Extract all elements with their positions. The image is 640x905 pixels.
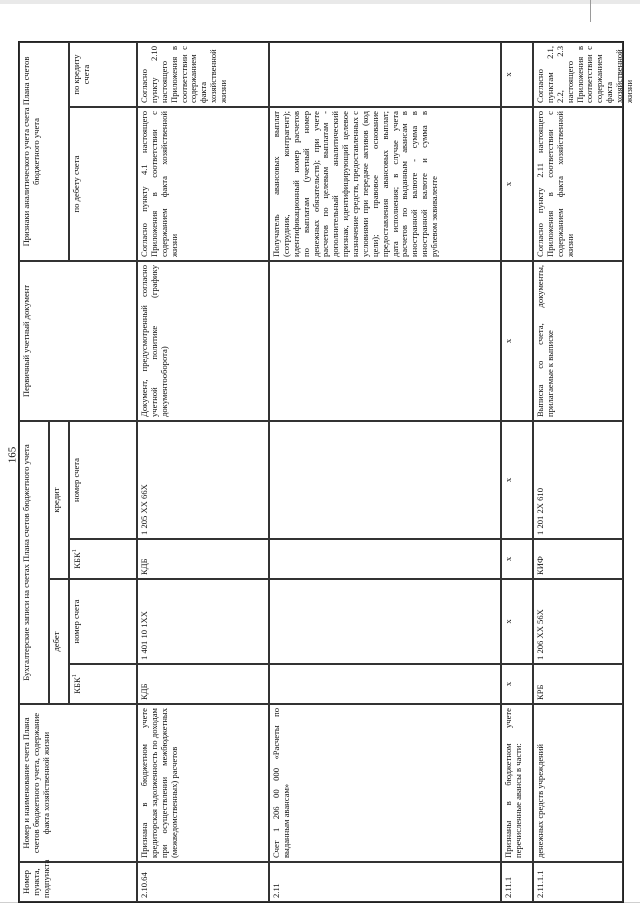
scan-edge [0, 0, 640, 4]
scan-mark [590, 0, 591, 22]
row-analytic-debit: Согласно пункту 4.1 настоящего Приложения в соответствии с содержанием факта хозяйственной жизни [137, 107, 269, 261]
row-num: 2.11.1.1 [533, 862, 623, 902]
row-credit-acc: 1 201 2X 610 [533, 421, 623, 539]
header-credit-acc: номер счета [69, 421, 137, 539]
row-debit-acc: 1 206 XX 56X [533, 579, 623, 664]
row-analytic-credit [269, 42, 501, 107]
page-number: 165 [6, 446, 19, 464]
row-analytic-debit: Согласно пункту 2.11 настоящего Приложения в соответствии с содержанием факта хозяйственной жизни [533, 107, 623, 261]
row-document: Документ, предусмотренный согласно учетной политике (графику документооборота) [137, 261, 269, 421]
rotated-page [18, 43, 634, 903]
page-content [18, 43, 634, 903]
row-text: Счет 1 206 00 000 «Расчеты по выданным авансам» [269, 704, 501, 862]
row-num: 2.10.64 [137, 862, 269, 902]
header-debit: дебет [49, 579, 69, 704]
row-document: Выписка со счета, документы, прилагаемые к выписке [533, 261, 623, 421]
row-analytic-debit: x [501, 107, 533, 261]
row-analytic-credit: x [501, 42, 533, 107]
row-debit-kbk: КРБ [533, 664, 623, 704]
row-credit-acc: 1 205 XX 66X [137, 421, 269, 539]
row-text: Признаны в бюджетном учете перечисленные авансы в части: [501, 704, 533, 862]
row-debit-kbk [269, 664, 501, 704]
row-debit-kbk: x [501, 664, 533, 704]
row-document: x [501, 261, 533, 421]
header-debit-kbk: КБК$^1$ [69, 664, 137, 704]
row-credit-acc [269, 421, 501, 539]
row-document [269, 261, 501, 421]
header-document: Первичный учетный документ [19, 261, 137, 421]
header-num: Номер пункта, подпункта [19, 862, 137, 902]
header-by-credit: по кредиту счета [69, 42, 137, 107]
row-debit-acc: 1 401 10 1XX [137, 579, 269, 664]
row-text: Признана в бюджетном учете кредиторская задолженность по доходам при осуществлении межбюджетных (межведомственных) расчетов [137, 704, 269, 862]
row-debit-acc: x [501, 579, 533, 664]
header-analytic: Признаки аналитического учета счета Плана счетов бюджетного учета [19, 42, 69, 261]
row-debit-kbk: КДБ [137, 664, 269, 704]
header-credit: кредит [49, 421, 69, 579]
row-credit-kbk [269, 539, 501, 579]
row-debit-acc [269, 579, 501, 664]
row-analytic-debit: Получатель авансовых выплат (сотрудник, контрагент); идентификационный номер расчетов по выплатам (учетный номер денежных обязательств); при учете расчетов по целевым выплатам - дополнительный аналитический признак, идентифицирующий целевое назначение средств, предоставленных с условиями при передаче активов (код цели); правовое основание предоставления авансовых выплат; дата исполнения; в случае учета расчетов по выданным авансам в иностранной валюте - сумма в иностранной валюте и сумма в рублевом эквиваленте [269, 107, 501, 261]
header-entries: Бухгалтерские записи на счетах Плана счетов бюджетного учета [19, 421, 49, 704]
header-account: Номер и наименование счета Плана счетов бюджетного учета, содержание факта хозяйственной жизни [19, 704, 137, 862]
row-credit-acc: x [501, 421, 533, 539]
row-analytic-credit: Согласно пункту 2.10 настоящего Приложения в соответствии с содержанием факта хозяйственной жизни [137, 42, 269, 107]
row-credit-kbk: x [501, 539, 533, 579]
row-credit-kbk: КИФ [533, 539, 623, 579]
row-num: 2.11 [269, 862, 501, 902]
row-credit-kbk: КДБ [137, 539, 269, 579]
row-text: денежных средств учреждений [533, 704, 623, 862]
header-by-debit: по дебету счета [69, 107, 137, 261]
accounting-table [18, 41, 634, 903]
header-debit-acc: номер счета [69, 579, 137, 664]
header-credit-kbk: КБК$^1$ [69, 539, 137, 579]
row-num: 2.11.1 [501, 862, 533, 902]
row-analytic-credit: Согласно пунктам 2.1, 2.2, 2.3 настоящего Приложения в соответствии с содержанием факта хозяйственной жизни [533, 42, 623, 107]
